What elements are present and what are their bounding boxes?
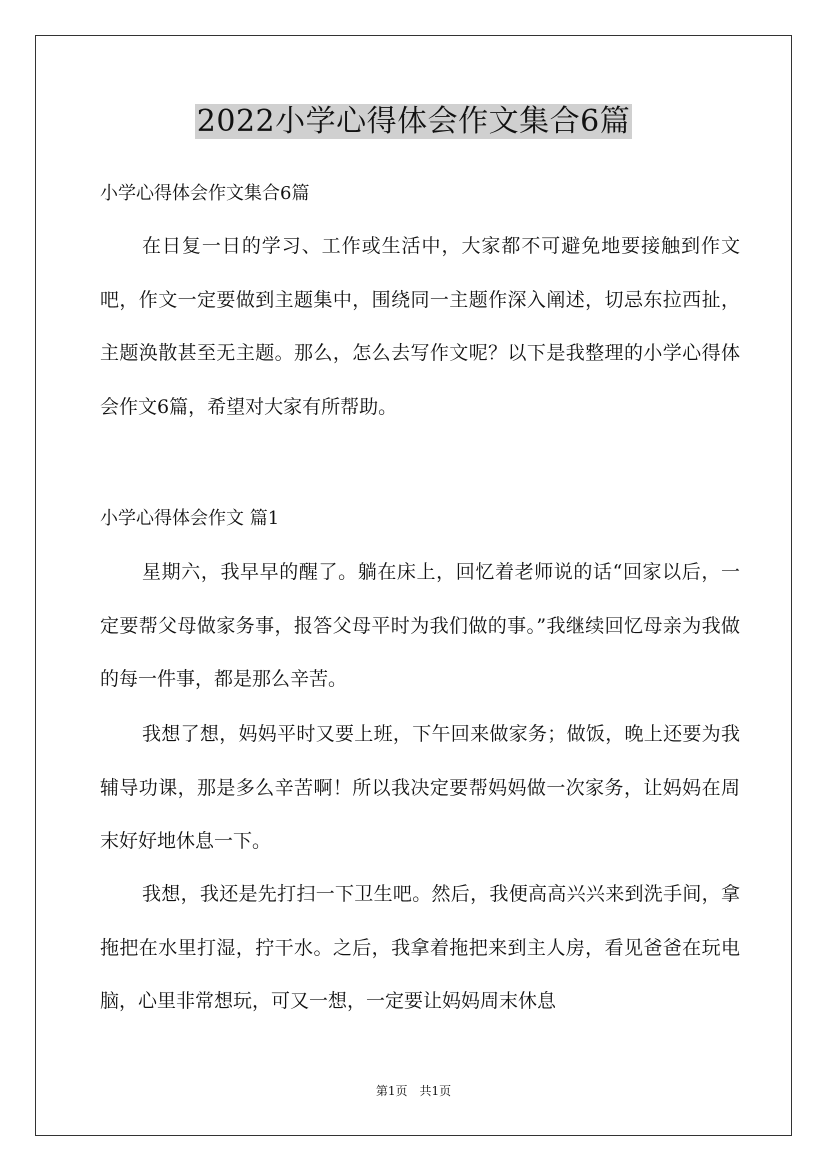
document-title-wrap bbox=[0, 102, 827, 142]
document-subtitle: 小学心得体会作文集合6篇 bbox=[100, 183, 310, 204]
body-paragraph: 星期六，我早早的醒了。躺在床上，回忆着老师说的话“回家以后，一定要帮父母做家务事，报答父母平时为我们做的事。”我继续回忆母亲为我做的每一件事，都是那么辛苦。 bbox=[100, 561, 740, 690]
body-paragraph: 我想，我还是先打扫一下卫生吧。然后，我便高高兴兴来到洗手间，拿拖把在水里打湿，拧干水。之后，我拿着拖把来到主人房，看见爸爸在玩电脑，心里非常想玩，可又一想，一定要让妈妈周末休息 bbox=[100, 883, 740, 1012]
body-paragraph: 我想了想，妈妈平时又要上班，下午回来做家务；做饭，晚上还要为我辅导功课，那是多么辛苦啊！所以我决定要帮妈妈做一次家务，让妈妈在周末好好地休息一下。 bbox=[100, 723, 740, 852]
page-total: 共1页 bbox=[419, 1084, 452, 1098]
section-heading: 小学心得体会作文 篇1 bbox=[100, 508, 280, 529]
page-number: 第1页 bbox=[375, 1084, 408, 1098]
page-footer bbox=[0, 1082, 827, 1100]
intro-paragraph: 在日复一日的学习、工作或生活中，大家都不可避免地要接触到作文吧，作文一定要做到主题集中，围绕同一主题作深入阐述，切忌东拉西扯，主题涣散甚至无主题。那么，怎么去写作文呢？以下是我整理的小学心得体会作文6篇，希望对大家有所帮助。 bbox=[100, 235, 740, 418]
document-title: 2022小学心得体会作文集合6篇 bbox=[196, 104, 631, 139]
